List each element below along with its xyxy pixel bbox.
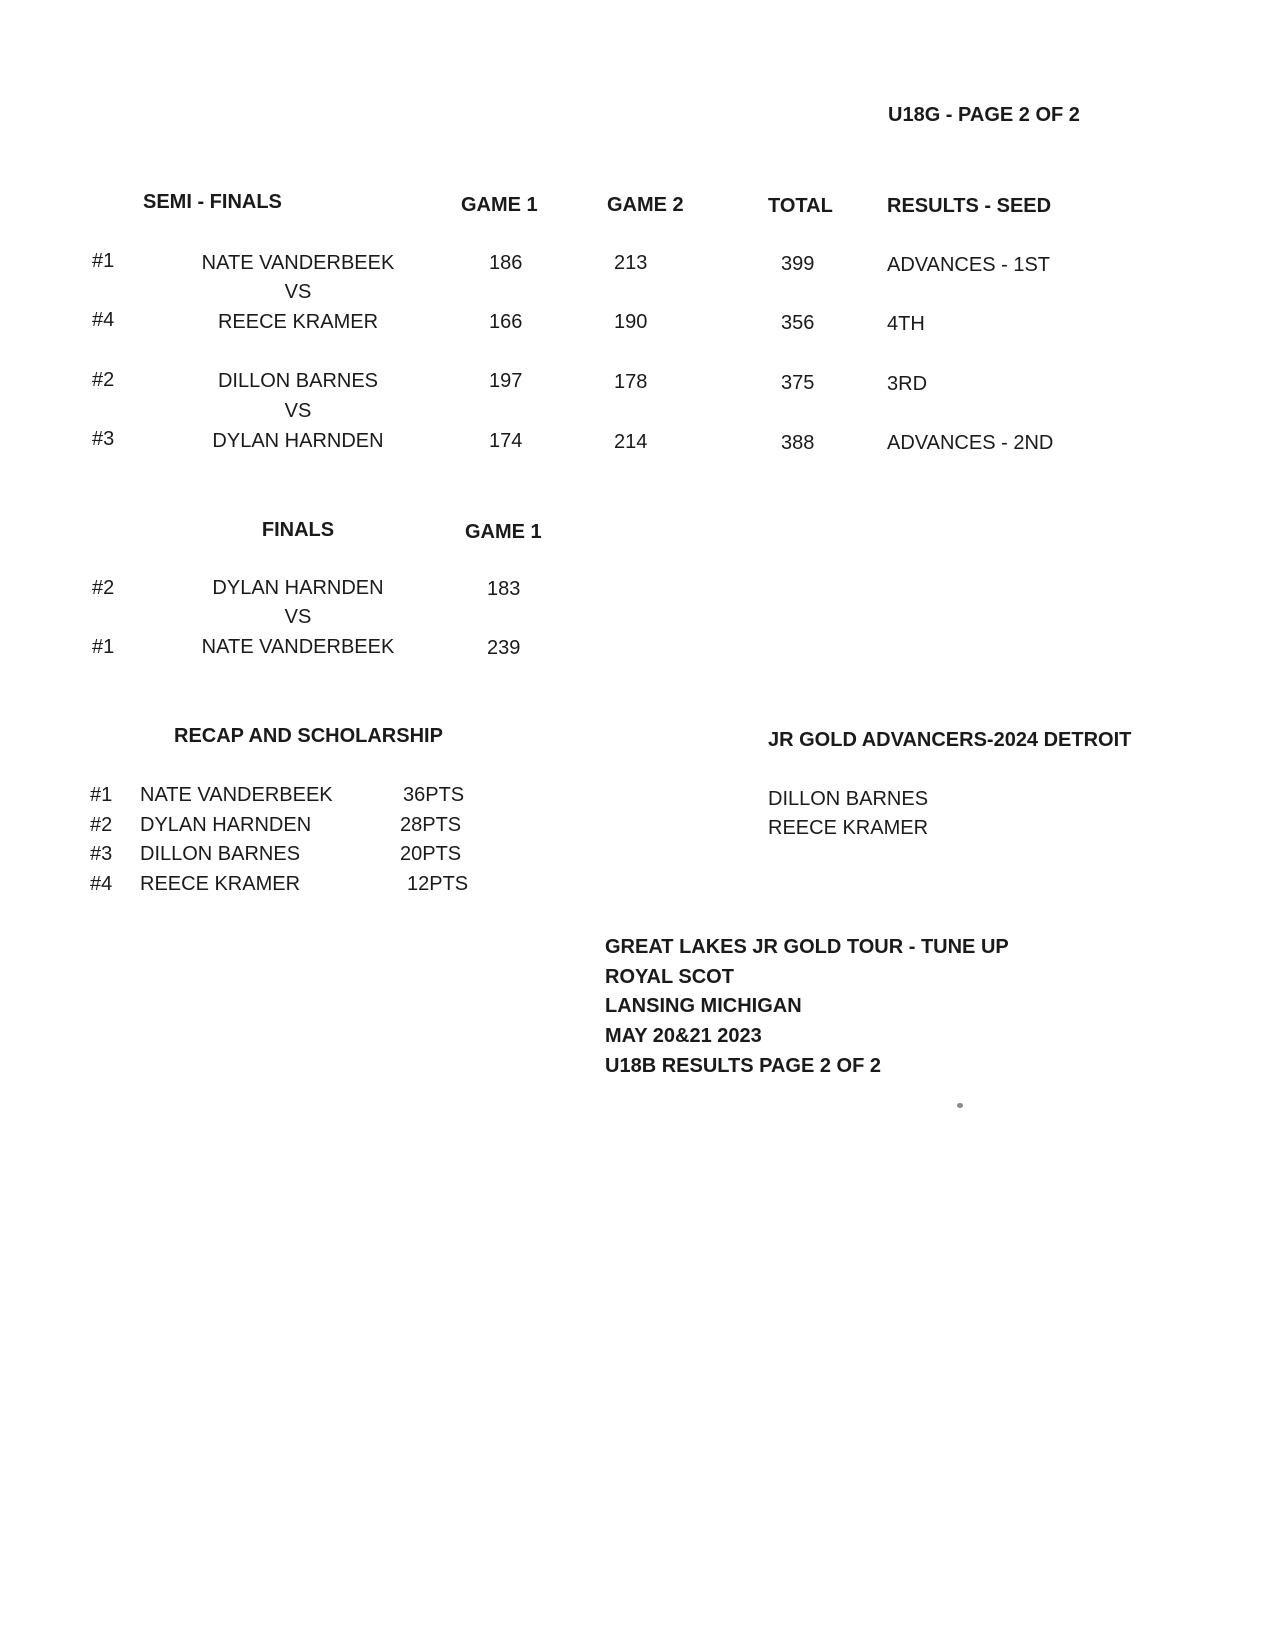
semi-game1-header: GAME 1 <box>461 194 538 216</box>
seed: #1 <box>92 250 115 272</box>
semi-results-header: RESULTS - SEED <box>887 195 1052 217</box>
game2-score: 214 <box>614 431 648 453</box>
recap-points: 28PTS <box>400 814 462 836</box>
recap-name: REECE KRAMER <box>140 873 301 895</box>
recap-rank: #2 <box>90 814 113 836</box>
game2-score: 213 <box>614 252 648 274</box>
recap-name: NATE VANDERBEEK <box>140 784 333 806</box>
player-name: NATE VANDERBEEK <box>201 252 395 274</box>
event-line: LANSING MICHIGAN <box>605 995 802 1017</box>
scan-speck <box>957 1103 963 1108</box>
total-score: 388 <box>781 432 815 454</box>
seed: #2 <box>92 577 115 599</box>
vs-label: VS <box>284 606 312 628</box>
game2-score: 178 <box>614 371 648 393</box>
game1-score: 183 <box>487 578 521 600</box>
game2-score: 190 <box>614 311 648 333</box>
player-name: NATE VANDERBEEK <box>201 636 395 658</box>
recap-name: DYLAN HARNDEN <box>140 814 312 836</box>
vs-label: VS <box>284 400 312 422</box>
page-label: U18G - PAGE 2 OF 2 <box>888 104 1080 126</box>
recap-rank: #1 <box>90 784 113 806</box>
advancer-name: DILLON BARNES <box>768 788 929 810</box>
player-name: DYLAN HARNDEN <box>212 577 384 599</box>
finals-title: FINALS <box>261 519 335 541</box>
game1-score: 186 <box>489 252 523 274</box>
player-name: REECE KRAMER <box>217 311 379 333</box>
recap-rank: #4 <box>90 873 113 895</box>
semi-total-header: TOTAL <box>768 195 833 217</box>
seed: #4 <box>92 309 115 331</box>
recap-title: RECAP AND SCHOLARSHIP <box>174 725 443 747</box>
result-seed: 4TH <box>887 313 925 335</box>
seed: #3 <box>92 428 115 450</box>
game1-score: 239 <box>487 637 521 659</box>
result-seed: ADVANCES - 2ND <box>887 432 1054 454</box>
vs-label: VS <box>284 281 312 303</box>
advancers-title: JR GOLD ADVANCERS-2024 DETROIT <box>768 729 1132 751</box>
game1-score: 166 <box>489 311 523 333</box>
recap-points: 12PTS <box>407 873 469 895</box>
game1-score: 174 <box>489 430 523 452</box>
game1-score: 197 <box>489 370 523 392</box>
total-score: 375 <box>781 372 815 394</box>
recap-name: DILLON BARNES <box>140 843 301 865</box>
recap-rank: #3 <box>90 843 113 865</box>
semi-finals-title: SEMI - FINALS <box>143 191 282 213</box>
semi-game2-header: GAME 2 <box>607 194 684 216</box>
total-score: 399 <box>781 253 815 275</box>
event-line: U18B RESULTS PAGE 2 OF 2 <box>605 1055 881 1077</box>
result-seed: 3RD <box>887 373 928 395</box>
player-name: DYLAN HARNDEN <box>212 430 384 452</box>
seed: #1 <box>92 636 115 658</box>
event-line: GREAT LAKES JR GOLD TOUR - TUNE UP <box>605 936 1009 958</box>
event-line: ROYAL SCOT <box>605 966 734 988</box>
advancer-name: REECE KRAMER <box>768 817 929 839</box>
recap-points: 20PTS <box>400 843 462 865</box>
total-score: 356 <box>781 312 815 334</box>
seed: #2 <box>92 369 115 391</box>
recap-points: 36PTS <box>403 784 465 806</box>
result-seed: ADVANCES - 1ST <box>887 254 1050 276</box>
finals-game1-header: GAME 1 <box>465 521 542 543</box>
player-name: DILLON BARNES <box>217 370 379 392</box>
event-line: MAY 20&21 2023 <box>605 1025 762 1047</box>
